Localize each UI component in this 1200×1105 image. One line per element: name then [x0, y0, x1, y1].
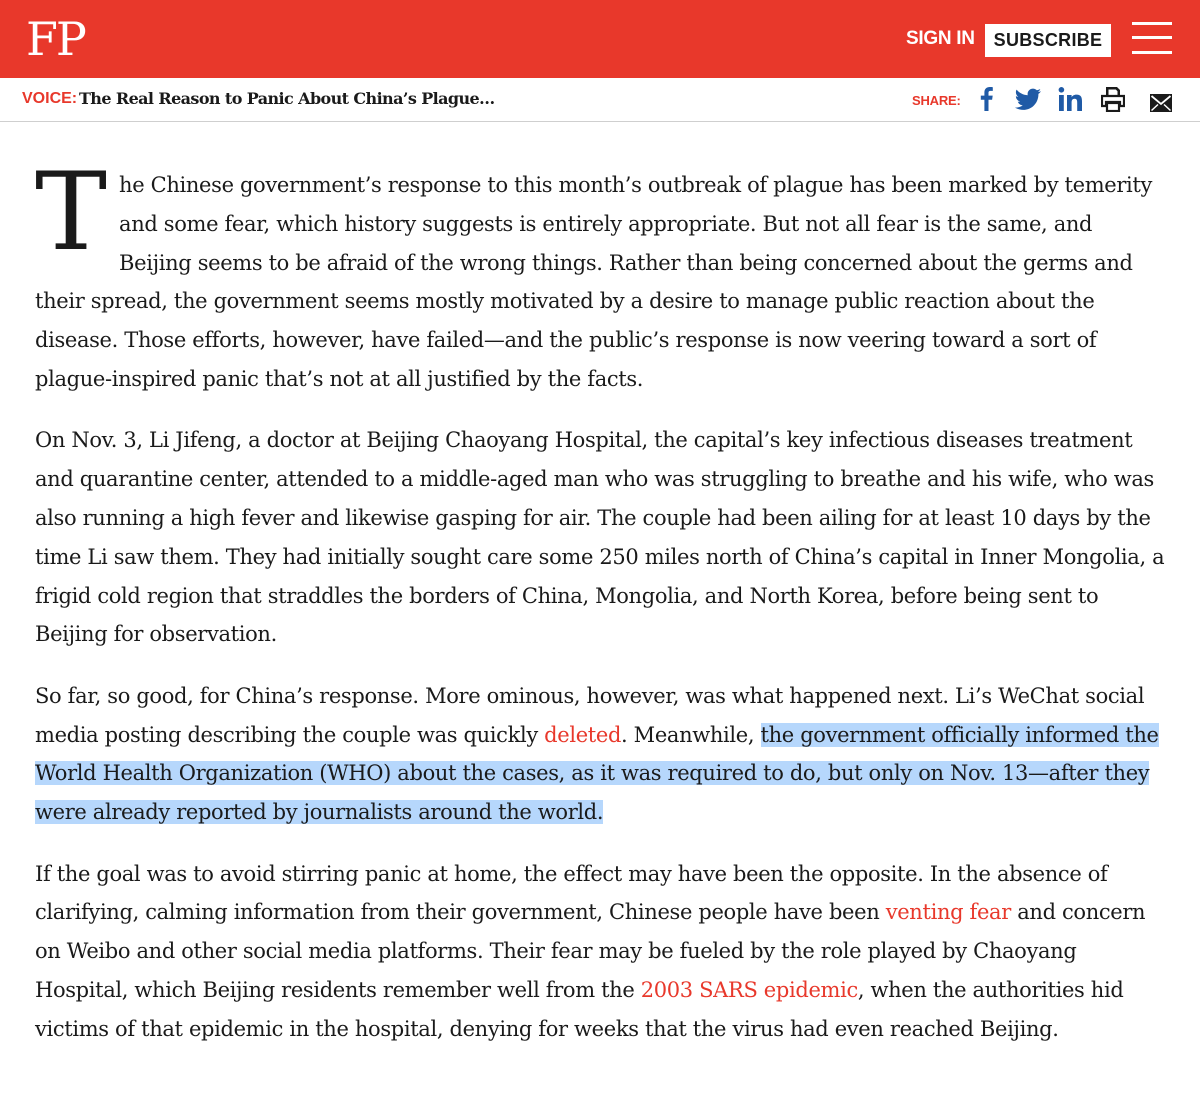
print-icon[interactable]: [1101, 86, 1125, 112]
sars-epidemic-link[interactable]: 2003 SARS epidemic: [640, 977, 858, 1002]
article-paragraph: [35, 855, 1170, 1049]
paragraph-text: So far, so good, for China’s response. More ominous, however, was what happened next. Li’s WeChat social media posting describing the couple was quickly: [35, 683, 1145, 747]
subscribe-button[interactable]: SUBSCRIBE: [985, 24, 1111, 57]
article-subbar: [0, 78, 1200, 122]
deleted-link[interactable]: deleted: [544, 722, 622, 747]
menu-line: [1132, 51, 1172, 54]
hamburger-menu-icon[interactable]: [1132, 20, 1172, 56]
article-paragraph: [35, 421, 1170, 654]
paragraph-text: . Meanwhile,: [621, 722, 761, 747]
article-body: [35, 150, 1170, 1071]
share-label: SHARE:: [912, 93, 961, 108]
sign-in-link[interactable]: SIGN IN: [906, 28, 975, 49]
article-paragraph: [35, 677, 1170, 832]
highlighted-text: the government officially informed the World Health Organization (WHO) about the cases, as it was required to do, but only on Nov. 13—after they were already reported by journalists around the world.: [35, 722, 1159, 825]
drop-cap: T: [35, 150, 108, 275]
facebook-icon[interactable]: [978, 86, 994, 112]
paragraph-text: On Nov. 3, Li Jifeng, a doctor at Beijing Chaoyang Hospital, the capital’s key infectious diseases treatment and quarantine center, attended to a middle-aged man who was struggling to breathe and his wife, who was also running a high fever and likewise gasping for air. The couple had been ailing for at least 10 days by the time Li saw them. They had initially sought care some 250 miles north of China’s capital in Inner Mongolia, a frigid cold region that straddles the borders of China, Mongolia, and North Korea, before being sent to Beijing for observation.: [35, 428, 1165, 647]
linkedin-icon[interactable]: [1058, 86, 1082, 112]
venting-fear-link[interactable]: venting fear: [885, 900, 1011, 925]
fp-logo[interactable]: FP: [26, 12, 85, 66]
paragraph-text: he Chinese government’s response to this month’s outbreak of plague has been marked by temerity and some fear, which history suggests is entirely appropriate. But not all fear is the same, and Beijing seems to be afraid of the wrong things. Rather than being concerned about the germs and their spread, the government seems mostly motivated by a desire to manage public reaction about the disease. Those efforts, however, have failed—and the public’s response is now veering toward a sort of plague-inspired panic that’s not at all justified by the facts.: [35, 173, 1152, 391]
paragraph-text: , when the authorities hid victims of that epidemic in the hospital, denying for weeks that the virus had even reached Beijing.: [35, 977, 1124, 1041]
section-label: VOICE:: [22, 90, 78, 107]
site-header: [0, 0, 1200, 78]
menu-line: [1132, 36, 1172, 39]
article-paragraph: [35, 150, 1170, 399]
paragraph-text: and concern on Weibo and other social media platforms. Their fear may be fueled by the role played by Chaoyang Hospital, which Beijing residents remember well from the: [35, 900, 1146, 1002]
paragraph-text: If the goal was to avoid stirring panic at home, the effect may have been the opposite. In the absence of clarifying, calming information from their government, Chinese people have been: [35, 861, 1108, 925]
email-icon[interactable]: [1150, 90, 1172, 116]
article-headline: The Real Reason to Panic About China’s Plague…: [79, 89, 495, 108]
menu-line: [1132, 22, 1172, 25]
twitter-icon[interactable]: [1014, 87, 1042, 113]
